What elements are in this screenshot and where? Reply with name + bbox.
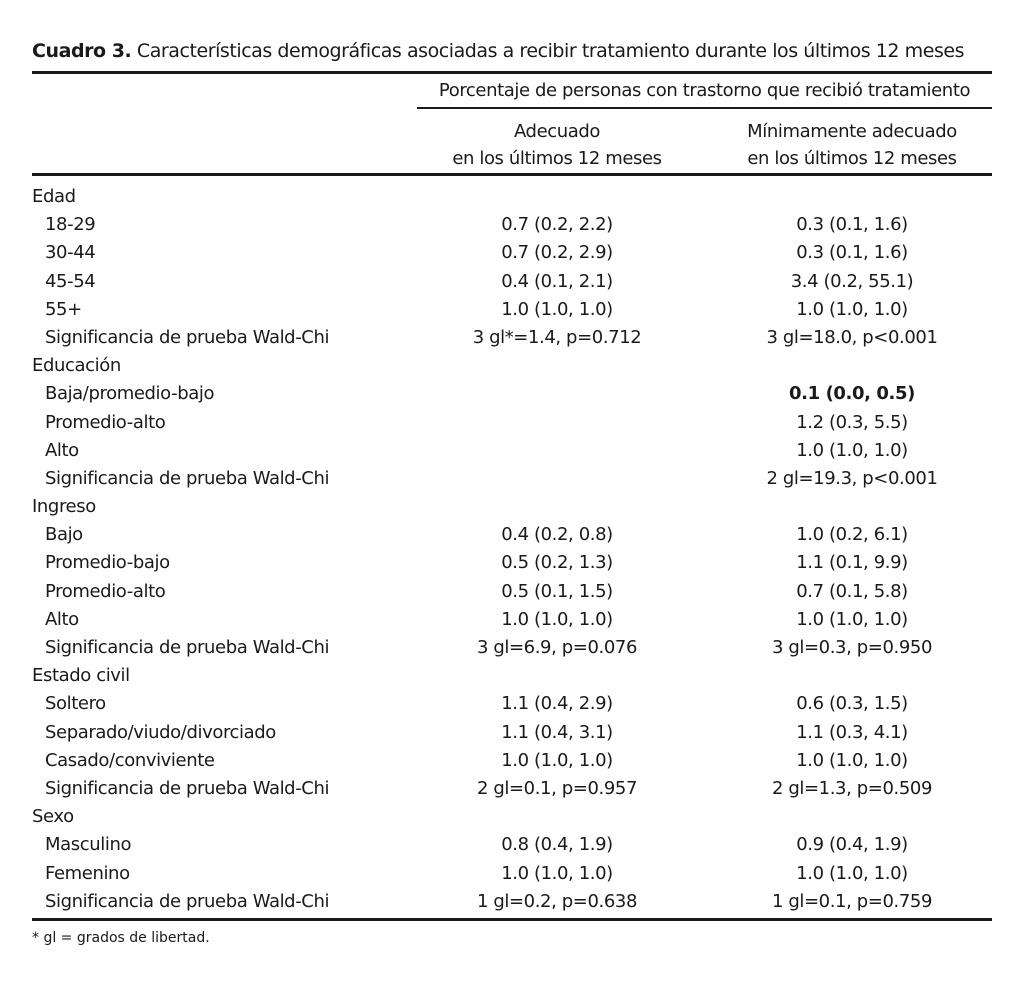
table-row [32,831,992,859]
top-rule [32,71,992,74]
row-label: Significancia de prueba Wald-Chi [45,777,330,799]
table-row [32,239,992,267]
table-row [32,690,992,718]
column-header-line: Adecuado [513,121,601,142]
bottom-rule [32,918,992,921]
table-row [32,888,992,916]
cell-adecuado: 0.7 (0.2, 2.2) [501,214,613,236]
cell-adecuado: 0.4 (0.1, 2.1) [501,270,613,292]
row-label: Significancia de prueba Wald-Chi [45,467,330,489]
row-label: Significancia de prueba Wald-Chi [45,890,330,912]
cell-minimamente-adecuado: 1.0 (1.0, 1.0) [796,749,908,771]
row-label: 18-29 [45,214,96,236]
table-row [32,521,992,549]
cell-adecuado: 1.0 (1.0, 1.0) [501,862,613,884]
row-label: Baja/promedio-bajo [45,383,215,405]
cell-adecuado: 0.5 (0.1, 1.5) [501,580,613,602]
cell-minimamente-adecuado: 1.2 (0.3, 5.5) [796,411,908,433]
cell-minimamente-adecuado: 3.4 (0.2, 55.1) [790,270,914,292]
row-label: 30-44 [45,242,96,264]
section-row [32,803,992,831]
table-row [32,860,992,888]
cell-minimamente-adecuado: 3 gl=18.0, p<0.001 [766,326,938,348]
cell-minimamente-adecuado: 1.0 (1.0, 1.0) [796,608,908,630]
table-row [32,775,992,803]
table-row [32,409,992,437]
row-label: Significancia de prueba Wald-Chi [45,326,330,348]
cell-adecuado: 0.7 (0.2, 2.9) [501,242,613,264]
caption-label: Cuadro 3. [32,40,132,62]
section-label: Edad [32,186,76,207]
caption-text: Características demográficas asociadas a recibir tratamiento durante los últimos 12 meses [136,40,965,62]
section-row [32,183,992,211]
row-label: Bajo [45,524,83,546]
column-header-line: en los últimos 12 meses [452,148,662,169]
row-label: 55+ [45,298,82,320]
table-row [32,549,992,577]
section-row [32,493,992,521]
table-row [32,465,992,493]
cell-minimamente-adecuado: 2 gl=19.3, p<0.001 [766,467,938,489]
table-row [32,268,992,296]
table-row [32,578,992,606]
cell-minimamente-adecuado: 0.3 (0.1, 1.6) [796,214,908,236]
column-header-minimamente-adecuado [707,118,997,172]
section-row [32,352,992,380]
cell-adecuado: 3 gl=6.9, p=0.076 [477,637,637,658]
cell-minimamente-adecuado: 1.1 (0.3, 4.1) [796,721,908,743]
column-header-adecuado [412,118,702,172]
header-rule [32,173,992,176]
table-row [32,296,992,324]
row-label: Promedio-alto [45,411,166,433]
cell-minimamente-adecuado: 1.1 (0.1, 9.9) [796,552,908,574]
cell-adecuado: 3 gl*=1.4, p=0.712 [472,326,642,348]
cell-minimamente-adecuado: 0.3 (0.1, 1.6) [796,242,908,264]
cell-adecuado: 0.5 (0.2, 1.3) [501,552,613,574]
group-rule [417,107,992,109]
row-label: Promedio-bajo [45,552,170,574]
table-row [32,211,992,239]
footnote: * gl = grados de libertad. [32,930,210,946]
row-label: Alto [45,439,79,461]
section-row [32,662,992,690]
cell-adecuado: 1.0 (1.0, 1.0) [501,749,613,771]
column-group-header: Porcentaje de personas con trastorno que recibió tratamiento [438,80,971,101]
row-label: Significancia de prueba Wald-Chi [45,637,330,658]
cell-adecuado: 1.0 (1.0, 1.0) [501,298,613,320]
cell-minimamente-adecuado: 0.7 (0.1, 5.8) [796,580,908,602]
section-label: Sexo [32,806,74,828]
cell-adecuado: 0.8 (0.4, 1.9) [501,834,613,856]
table-body [32,183,992,916]
cell-minimamente-adecuado: 0.6 (0.3, 1.5) [796,693,908,715]
cell-minimamente-adecuado: 1 gl=0.1, p=0.759 [772,890,932,912]
row-label: Promedio-alto [45,580,166,602]
cell-adecuado: 1.0 (1.0, 1.0) [501,608,613,630]
row-label: Femenino [45,862,130,884]
cell-minimamente-adecuado: 1.0 (1.0, 1.0) [796,298,908,320]
section-label: Educación [32,355,121,377]
column-header-line: en los últimos 12 meses [747,148,957,169]
cell-minimamente-adecuado: 0.1 (0.0, 0.5) [789,383,915,405]
row-label: Casado/conviviente [45,749,215,771]
table-row [32,324,992,352]
row-label: Alto [45,608,79,630]
row-label: Masculino [45,834,132,856]
cell-adecuado: 1.1 (0.4, 3.1) [501,721,613,743]
cell-minimamente-adecuado: 0.9 (0.4, 1.9) [796,834,908,856]
cell-adecuado: 1 gl=0.2, p=0.638 [477,890,637,912]
table-row [32,634,992,662]
section-label: Ingreso [32,496,96,518]
section-label: Estado civil [32,665,130,687]
row-label: Soltero [45,693,106,715]
table-row [32,437,992,465]
row-label: Separado/viudo/divorciado [45,721,276,743]
table-row [32,719,992,747]
cell-minimamente-adecuado: 2 gl=1.3, p=0.509 [772,777,932,799]
row-label: 45-54 [45,270,96,292]
cell-adecuado: 1.1 (0.4, 2.9) [501,693,613,715]
cell-minimamente-adecuado: 3 gl=0.3, p=0.950 [772,637,932,658]
cell-minimamente-adecuado: 1.0 (0.2, 6.1) [796,524,908,546]
cell-minimamente-adecuado: 1.0 (1.0, 1.0) [796,439,908,461]
cell-adecuado: 2 gl=0.1, p=0.957 [477,777,637,799]
table-row [32,606,992,634]
cell-minimamente-adecuado: 1.0 (1.0, 1.0) [796,862,908,884]
table-caption [32,40,964,62]
cell-adecuado: 0.4 (0.2, 0.8) [501,524,613,546]
column-header-line: Mínimamente adecuado [747,121,957,142]
table-row [32,747,992,775]
table-row [32,380,992,408]
